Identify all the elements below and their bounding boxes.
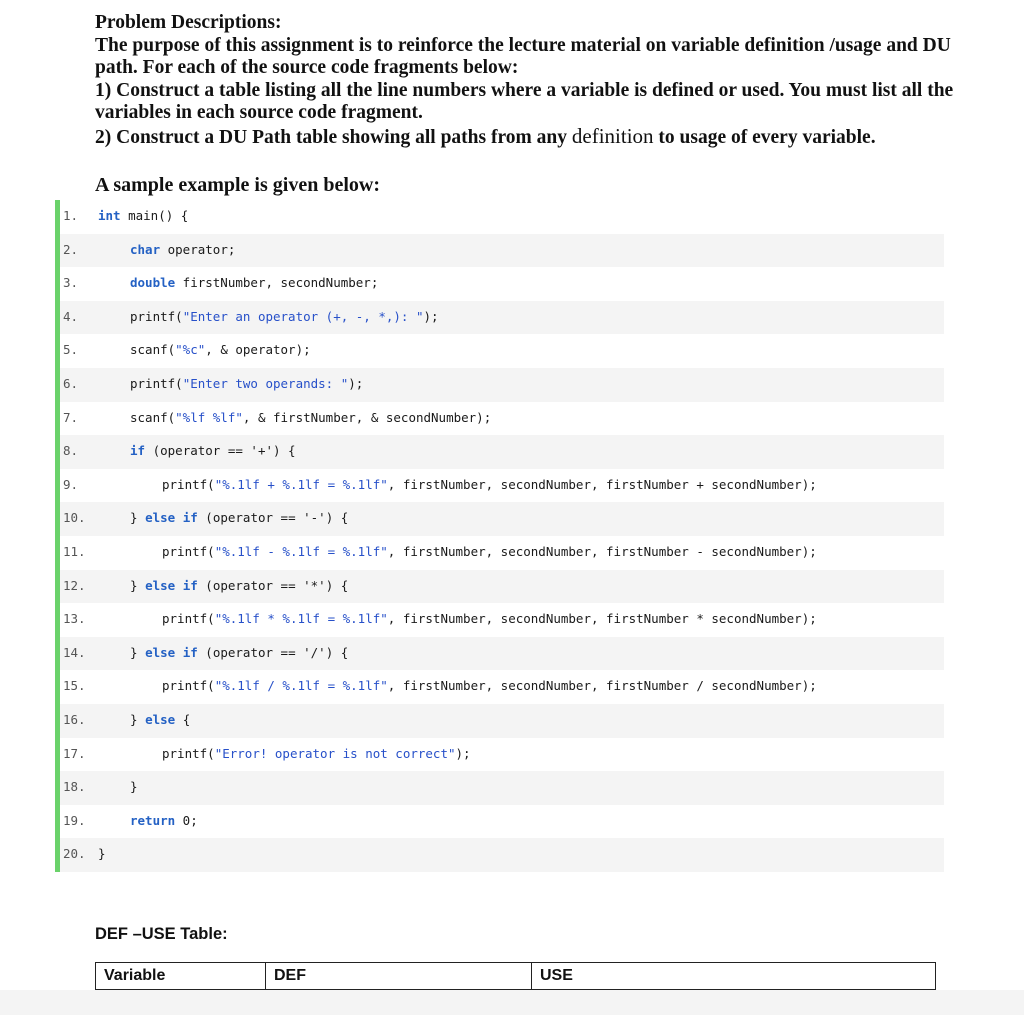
code-line [60, 469, 944, 503]
problem-description [95, 12, 995, 149]
code-line [60, 838, 944, 872]
problem-line-3: 1) Construct a table listing all the line numbers where a variable is defined or used. You must list all the [95, 79, 954, 101]
code-text: printf("%.1lf + %.1lf = %.1lf", firstNumber, secondNumber, firstNumber + secondNumber); [162, 476, 817, 492]
line-number: 16. [63, 711, 86, 727]
line-number: 11. [63, 543, 86, 559]
problem-line-5 [95, 125, 995, 150]
defuse-col-use: USE [532, 963, 936, 990]
line-number: 12. [63, 577, 86, 593]
line-number: 19. [63, 812, 86, 828]
code-text: printf("%.1lf * %.1lf = %.1lf", firstNumber, secondNumber, firstNumber * secondNumber); [162, 611, 817, 627]
line-number: 2. [63, 241, 79, 257]
line-number: 6. [63, 375, 79, 391]
code-line [60, 234, 944, 268]
line-number: 20. [63, 846, 86, 862]
line-number: 1. [63, 208, 79, 223]
problem-heading: Problem Descriptions: [95, 12, 282, 33]
problem-line-5b: definition [571, 123, 654, 148]
code-text: printf("%.1lf / %.1lf = %.1lf", firstNumber, secondNumber, firstNumber / secondNumber); [162, 678, 817, 694]
code-line [60, 570, 944, 604]
problem-line-1: The purpose of this assignment is to reinforce the lecture material on variable definition /usage and DU [95, 34, 951, 56]
code-text: printf("Enter two operands: "); [130, 375, 364, 391]
line-number: 10. [63, 510, 86, 526]
problem-line-5c: to usage of every variable. [653, 126, 876, 148]
code-line [60, 200, 944, 234]
line-number: 3. [63, 275, 79, 291]
code-text: if (operator == '+') { [130, 443, 296, 459]
code-text: } else { [130, 711, 191, 727]
line-number: 13. [63, 611, 86, 627]
code-line [60, 637, 944, 671]
code-text: return 0; [130, 812, 198, 828]
code-text: } [130, 779, 138, 795]
code-line [60, 301, 944, 335]
code-text: double firstNumber, secondNumber; [130, 275, 379, 291]
defuse-table-title: DEF –USE Table: [95, 925, 228, 943]
code-line [60, 738, 944, 772]
line-number: 4. [63, 308, 79, 324]
code-line [60, 267, 944, 301]
line-number: 8. [63, 443, 79, 459]
code-line [60, 435, 944, 469]
line-number: 18. [63, 779, 86, 795]
code-text: } else if (operator == '-') { [130, 510, 349, 526]
problem-line-5a: 2) Construct a DU Path table showing all paths from any [95, 126, 572, 148]
code-line [60, 771, 944, 805]
defuse-col-variable: Variable [96, 963, 266, 990]
code-line [60, 704, 944, 738]
line-number: 14. [63, 644, 86, 660]
code-text: printf("%.1lf - %.1lf = %.1lf", firstNumber, secondNumber, firstNumber - secondNumber); [162, 543, 817, 559]
code-text: char operator; [130, 241, 236, 257]
code-text: } else if (operator == '/') { [130, 644, 349, 660]
sample-heading: A sample example is given below: [95, 174, 380, 196]
code-text: scanf("%lf %lf", & firstNumber, & secondNumber); [130, 409, 492, 425]
line-number: 7. [63, 409, 79, 425]
defuse-table [95, 962, 936, 990]
line-number: 9. [63, 476, 79, 492]
defuse-header-row [96, 963, 936, 990]
defuse-col-def: DEF [266, 963, 532, 990]
page-bottom-edge [0, 990, 1024, 1015]
code-line [60, 402, 944, 436]
code-text: int main() { [98, 208, 189, 223]
code-block [55, 200, 944, 872]
code-line [60, 502, 944, 536]
code-text: } else if (operator == '*') { [130, 577, 349, 593]
line-number: 5. [63, 342, 79, 358]
code-text: printf("Error! operator is not correct"); [162, 745, 471, 761]
code-line [60, 670, 944, 704]
code-text: } [98, 846, 106, 862]
code-line [60, 603, 944, 637]
code-text: printf("Enter an operator (+, -, *,): "); [130, 308, 439, 324]
code-line [60, 536, 944, 570]
line-number: 15. [63, 678, 86, 694]
line-number: 17. [63, 745, 86, 761]
code-line [60, 805, 944, 839]
problem-line-2: path. For each of the source code fragments below: [95, 57, 519, 78]
problem-line-4: variables in each source code fragment. [95, 102, 423, 123]
code-line [60, 368, 944, 402]
code-text: scanf("%c", & operator); [130, 342, 311, 358]
code-line [60, 334, 944, 368]
